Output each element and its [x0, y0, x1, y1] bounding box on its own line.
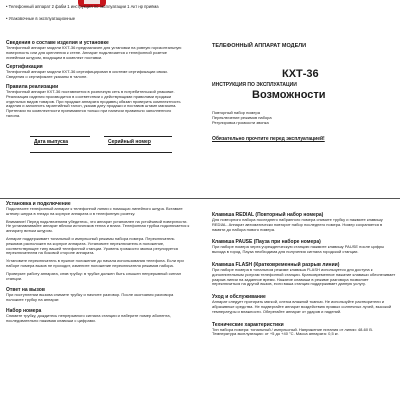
- date-field-line: [30, 136, 90, 137]
- paragraph: При поступлении вызова снимите трубку и начните разговор. После окончания разговора положите трубку на аппарат.: [6, 292, 174, 303]
- paragraph: Установите переключатель в нужное положение до начала использования телефона. Если при наборе номера вызов не проходит, измените положение переключателя режимов набора.: [6, 258, 184, 268]
- bottom-right-column: [212, 212, 396, 337]
- bullet-line-1: • Телефонный аппарат 2 фабм 1 инструкция по эксплуатации 1 Акт нр приёма: [6, 4, 159, 9]
- feature-line: Регулировка громкости звонка: [212, 120, 269, 125]
- feature-line: Переключение режимов набора: [212, 115, 272, 120]
- read-before-use-note: Обязательно прочтите перед эксплуатацией!: [212, 136, 325, 142]
- section-heading: Технические характеристики: [212, 321, 284, 328]
- cover: [212, 0, 400, 170]
- section-text: Аппарат следует протирать мягкой, слегка влажной тканью. Не используйте растворители и абразивные средства. Не подвергайте аппарат воздействию прямых солнечных лучей, высокой температуры и влажности. Оберегайте аппарат от ударов и падений.: [212, 299, 392, 314]
- section-heading: Уход и обслуживание: [212, 294, 266, 301]
- serial-label: Серийный номер: [108, 139, 151, 145]
- paragraph: Подключите телефонный аппарат к телефонной линии с помощью линейного шнура. Вставьте штекер шнура в гнездо на корпусе аппарата и в телефонную розетку.: [6, 206, 183, 216]
- feature-line: Повторный набор номера: [212, 110, 260, 115]
- date-label: Дата выпуска: [34, 139, 69, 145]
- cover-subtitle: ТЕЛЕФОННЫЙ АППАРАТ МОДЕЛИ: [212, 43, 307, 49]
- serial-field-line: [104, 136, 172, 137]
- section-heading: Ответ на вызов: [6, 287, 45, 294]
- section-text: Для повторного набора последнего набранного номера снимите трубку и нажмите клавишу REDIAL. Аппарат автоматически повторит набор последнего номера. Номер сохраняется в памяти до набора нового номера.: [212, 217, 383, 232]
- section-text: При наборе номера в тональном режиме клавиша FLASH используется для доступа к дополнительным услугам телефонной станции. Кратковременное нажатие клавиши обеспечивает разрыв линии на заданное время. Нажатие клавиши в режиме разговора позволяет переключиться на другой вызов, если ваша станция поддерживает данную услугу.: [212, 266, 396, 287]
- section-text: Телефонный аппарат модели КХТ-36 сертифицирован в системе сертификации связи. Сведения о сертификате указаны в талоне.: [6, 69, 168, 80]
- paragraph: Проверьте работу аппарата, сняв трубку: в трубке должен быть слышен непрерывный сигнал станции.: [6, 270, 182, 281]
- section-heading: Сертификация: [6, 64, 43, 71]
- bullet-line-2: • Упаковочные в эксплуатационные: [6, 16, 76, 21]
- section-heading: Правила реализации: [6, 83, 59, 90]
- paragraph: Снимите трубку, дождитесь непрерывного сигнала станции и наберите номер абонента, последовательно нажимая клавиши с цифрами.: [6, 312, 171, 323]
- model-title: КХТ-36: [282, 68, 319, 80]
- left-column: [6, 40, 184, 119]
- paragraph: Внимание! Перед подключением убедитесь, что аппарат установлен на устойчивой поверхности. Не устанавливайте аппарат вблизи источников тепла и влаги. Телефонная трубка подключается к аппарату витым шнуром.: [6, 218, 190, 234]
- section-heading: Клавиша FLASH (Кратковременный разрыв линии): [212, 261, 340, 268]
- section-heading: Клавиша REDIAL (Повторный набор номера): [212, 212, 324, 218]
- page-separator: [0, 198, 400, 199]
- section-heading: Набор номера: [6, 307, 42, 314]
- section-heading: Установка и подключение: [6, 201, 71, 207]
- section-text: При наборе номера через учрежденческую станцию нажмите клавишу PAUSE после цифры выхода в город. Пауза необходима для получения сигнала городской станции.: [212, 244, 385, 255]
- section-text: Телефонный аппарат модели КХТ-36 предназначен для установки на ровную горизонтальную поверхность или для крепления к стене. Аппарат подключается к телефонной розетке линейным шнуром, входящим в комплект поставки.: [6, 45, 182, 60]
- section-text: Тип набора номера: тональный / импульсный. Напряжение питания от линии: 48-60 В. Температура эксплуатации: от +5 до +40 °С. Масса аппарата: 0,5 кг.: [212, 326, 374, 337]
- bottom-left-column: [6, 201, 192, 324]
- features-title: Возможности: [252, 89, 326, 101]
- section-text: Телефонный аппарат КХТ-36 поставляется в розничную сеть в потребительской упаковке. Реализация изделия производится в соответствии с действующими правилами продажи отдельных видов товаров. При продаже аппарата продавец обязан проверить комплектность изделия и заполнить гарантийный талон, указав дату продажи и поставив штамп магазина. Претензии по комплектности принимаются только при наличии правильно заполненного талона.: [6, 88, 181, 118]
- section-heading: Сведения о составе изделия и установке: [6, 40, 109, 46]
- table-bottom-rule: [30, 152, 172, 153]
- manual-title: ИНСТРУКЦИЯ ПО ЭКСПЛУАТАЦИИ: [212, 82, 297, 88]
- section-heading: Клавиша PAUSE (Пауза при наборе номера): [212, 239, 321, 246]
- paragraph: Аппарат поддерживает тональный и импульсный режимы набора номера. Переключатель режимов расположен на корпусе аппарата. Установите переключатель в положение, соответствующее типу вашей телефонной станции. Уровень громкости звонка регулируется переключателем на боковой стороне аппарата.: [6, 235, 178, 256]
